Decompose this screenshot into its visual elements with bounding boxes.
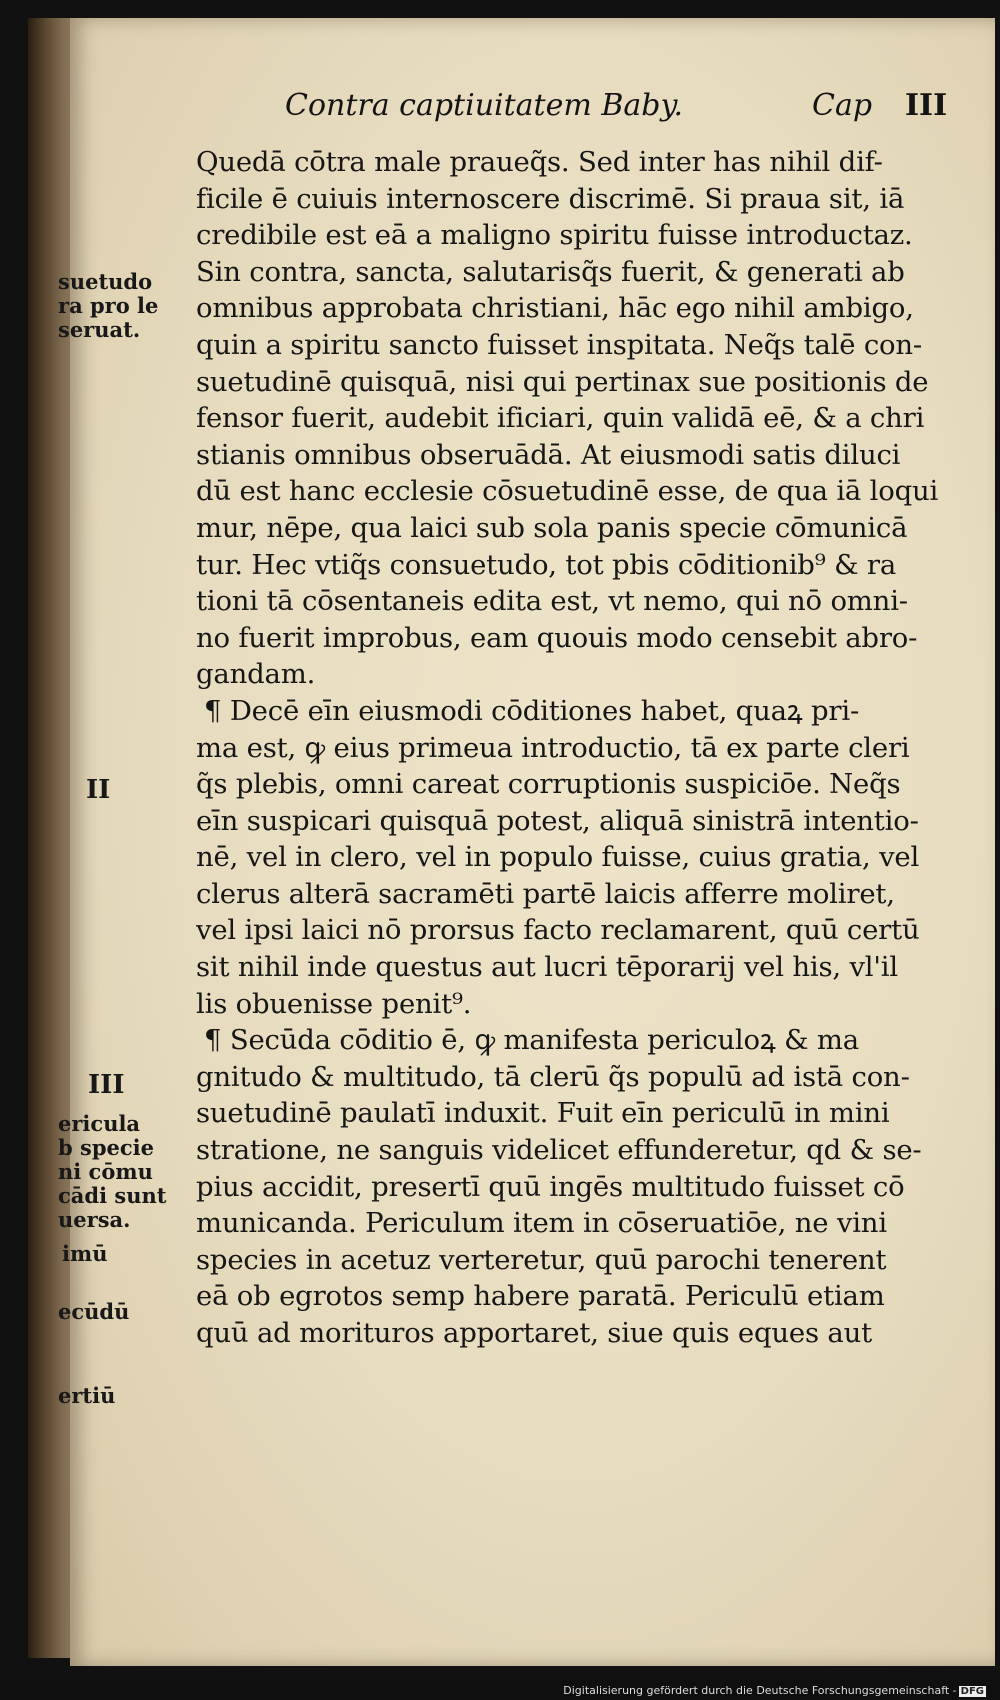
running-head-cap: Cap xyxy=(812,88,873,123)
margin-note-line: ra pro le xyxy=(58,293,159,318)
digitization-credit xyxy=(563,1684,986,1697)
text-line: Quedā cōtra male praueq̃s. Sed inter has nihil dif- xyxy=(196,146,883,178)
book-binding-edge xyxy=(28,18,76,1658)
margin-note-line: b specie xyxy=(58,1135,154,1160)
text-line: fensor fuerit, audebit ificiari, quin validā eē, & a chri xyxy=(196,402,925,435)
margin-note-line: ni cōmu xyxy=(58,1159,153,1184)
paragraph-start-line: ¶ Decē eīn eiusmodi cōditiones habet, quaꝝ pri- xyxy=(204,694,860,727)
text-line: credibile est eā a maligno spiritu fuisse introductaz. xyxy=(196,219,913,252)
text-line: ficile ē cuiuis internoscere discrimē. Si praua sit, iā xyxy=(196,182,905,215)
text-line: eīn suspicari quisquā potest, aliquā sinistrā intentio- xyxy=(196,804,919,837)
text-line: ma est, ꝙ eius primeua introductio, tā ex parte cleri xyxy=(196,731,910,764)
margin-note-line: ericula xyxy=(58,1111,141,1136)
text-line: species in acetuz verteretur, quū parochi tenerent xyxy=(196,1243,887,1276)
text-line: lis obuenisse penit⁹. xyxy=(196,987,472,1020)
margin-note-line: cādi sunt xyxy=(58,1183,167,1208)
text-line: gandam. xyxy=(196,658,316,691)
text-line: stratione, ne sanguis videlicet effunderetur, qd & se- xyxy=(196,1134,922,1167)
text-line: tioni tā cōsentaneis edita est, vt nemo, qui nō omni- xyxy=(196,585,908,618)
margin-note-line: suetudo xyxy=(58,269,153,294)
margin-note-primum: imū xyxy=(62,1241,108,1266)
body-text-block xyxy=(196,144,962,1352)
text-line: gnitudo & multitudo, tā clerū q̃s populū ad istā con- xyxy=(196,1060,910,1093)
text-line: tur. Hec vtiq̃s consuetudo, tot pbis cōditionib⁹ & ra xyxy=(196,548,897,581)
text-line: pius accidit, presertī quū ingēs multitudo fuisset cō xyxy=(196,1170,905,1203)
text-line: suetudinē quisquā, nisi qui pertinax sue positionis de xyxy=(196,365,929,398)
margin-note-line: seruat. xyxy=(58,317,141,342)
text-line: q̃s plebis, omni careat corruptionis suspiciōe. Neq̃s xyxy=(196,768,901,801)
margin-note-tertium: ertiū xyxy=(58,1383,116,1408)
margin-numeral-3: III xyxy=(88,1070,125,1100)
text-line: nē, vel in clero, vel in populo fuisse, cuius gratia, vel xyxy=(196,841,920,874)
text-line: clerus alterā sacramēti partē laicis afferre moliret, xyxy=(196,877,895,910)
text-line: Sin contra, sancta, salutarisq̃s fuerit, & generati ab xyxy=(196,255,905,288)
text-line: omnibus approbata christiani, hāc ego nihil ambigo, xyxy=(196,292,914,325)
text-line: sit nihil inde questus aut lucri tēporarij vel his, vl'il xyxy=(196,951,898,984)
text-line: suetudinē paulatī induxit. Fuit eīn periculū in mini xyxy=(196,1097,890,1130)
text-line: stianis omnibus obseruādā. At eiusmodi satis diluci xyxy=(196,438,901,471)
text-line: eā ob egrotos semp habere paratā. Periculū etiam xyxy=(196,1280,885,1313)
text-line: dū est hanc ecclesie cōsuetudinē esse, de qua iā loqui xyxy=(196,475,939,508)
folio-number: III xyxy=(905,88,948,123)
margin-note-secundum: ecūdū xyxy=(58,1299,130,1324)
credit-text: Digitalisierung gefördert durch die Deutsche Forschungsgemeinschaft - xyxy=(563,1684,957,1697)
dfg-logo: DFG xyxy=(960,1686,984,1697)
text-line: vel ipsi laici nō prorsus facto reclamarent, quū certū xyxy=(196,914,920,947)
paragraph-start-line: ¶ Secūda cōditio ē, ꝙ manifesta periculoꝝ & ma xyxy=(204,1024,860,1057)
text-line: no fuerit improbus, eam quouis modo censebit abro- xyxy=(196,621,918,654)
margin-note-pericula xyxy=(58,1112,166,1232)
text-line: mur, nēpe, qua laici sub sola panis specie cōmunicā xyxy=(196,511,908,544)
text-line: quin a spiritu sancto fuisset inspitata. Neq̃s talē con- xyxy=(196,328,923,361)
running-head-title: Contra captiuitatem Baby. xyxy=(285,88,683,123)
text-line: quū ad morituros apportaret, siue quis eques aut xyxy=(196,1317,872,1349)
margin-note-line: uersa. xyxy=(58,1207,131,1232)
text-line: municanda. Periculum item in cōseruatiōe, ne vini xyxy=(196,1207,887,1240)
margin-numeral-2: II xyxy=(86,775,111,805)
margin-note-consuetudo xyxy=(58,270,158,342)
